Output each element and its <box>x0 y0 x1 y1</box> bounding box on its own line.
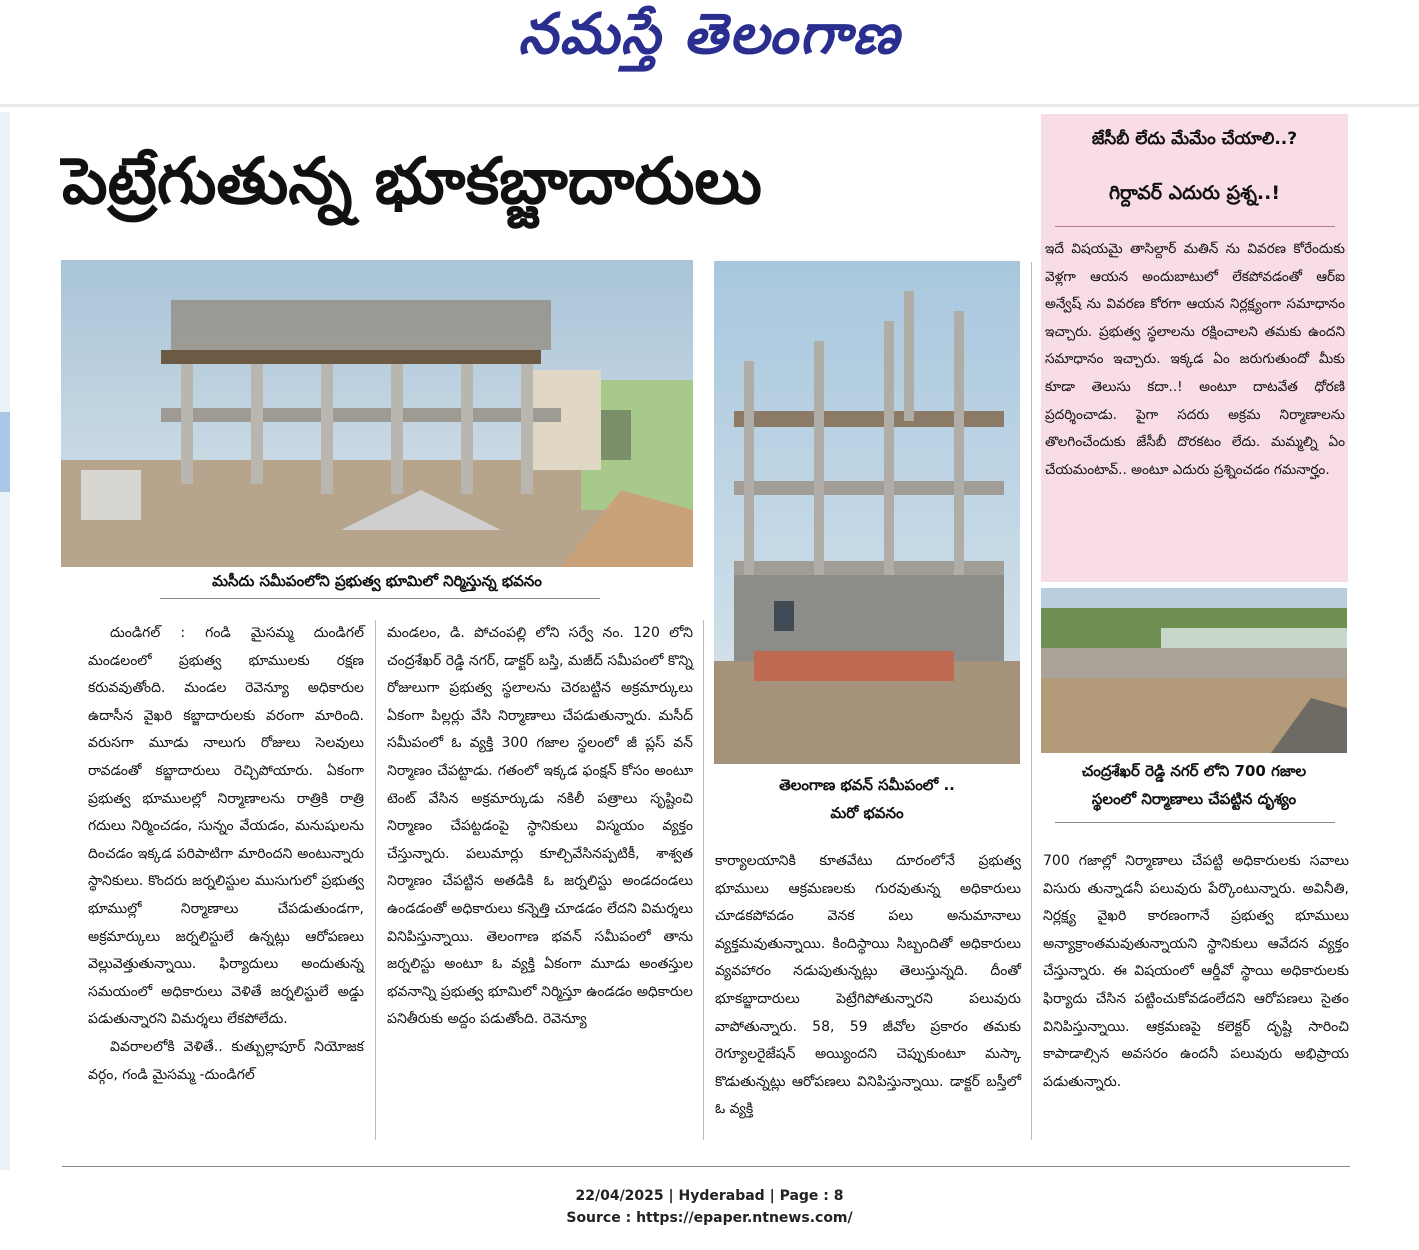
article-paragraph: మండలం, డి. పోచంపల్లి లోని సర్వే నం. 120 లోని చంద్రశేఖర్ రెడ్డి నగర్, డాక్టర్ బస్తి, మజీద్ సమీపంలో కొన్ని రోజులుగా ప్రభుత్వ స్థలాలను చెరబట్టిన అక్రమార్కులు ఏకంగా పిల్లర్లు వేసి నిర్మాణాలు చేపడుతున్నారు. మసీద్ సమీపంలో ఓ వ్యక్తి 300 గజాల స్థలంలో జీ ప్లస్ వన్ నిర్మాణం చేపట్టాడు. గతంలో ఇక్కడ ఫంక్షన్ కోసం అంటూ టెంట్ వేసిన అక్రమార్కుడు నకిలీ పత్రాలు సృష్టించి నిర్మాణం చేపట్టడంపై స్థానికులు విస్మయం వ్యక్తం చేస్తున్నారు. పలుమార్లు కూల్చివేసినప్పటికీ, శాశ్వత నిర్మాణం చేపట్టిన అతడికి ఓ జర్నలిస్టు అండదండలు ఉండడంతో అధికారులు కన్నెత్తి చూడడం లేదని విమర్శలు వినిపిస్తున్నాయి. తెలంగాణ భవన్ సమీపంలో తాను జర్నలిస్టు అంటూ ఓ వ్యక్తి ఏకంగా మూడు అంతస్తుల భవనాన్ని ప్రభుత్వ భూమిలో నిర్మిస్తూ ఉండడం అధికారుల పనితీరుకు అద్దం పడుతోంది. రెవెన్యూ <box>387 625 693 1028</box>
column-divider <box>703 620 704 1140</box>
caption-underline <box>1055 822 1335 823</box>
column-divider <box>375 620 376 1140</box>
photo-building-near-telangana-bhavan <box>714 261 1020 764</box>
photo3-caption-line2: స్థలంలో నిర్మాణాలు చేపట్టిన దృశ్యం <box>1091 790 1297 808</box>
sidebar-divider <box>1055 226 1335 227</box>
newspaper-logo: నమస్తే తెలంగాణ <box>518 1 901 67</box>
page-edge <box>0 112 10 1170</box>
sidebar-heading-1: జేసీబీ లేదు మేమేం చేయాలి..? <box>1091 129 1298 149</box>
column-divider <box>1031 262 1032 1140</box>
footer-date-line: 22/04/2025 | Hyderabad | Page : 8 <box>575 1188 844 1204</box>
sidebar-heading-2: గిర్దావర్ ఎదురు ప్రశ్న..! <box>1108 182 1281 204</box>
sidebar-body: ఇదే విషయమై తాసిల్దార్ మతిన్ ను వివరణ కోరేందుకు వెళ్లగా ఆయన అందుబాటులో లేకపోవడంతో ఆర్ఐ అన్వేష్ ను వివరణ కోరగా ఆయన నిర్లక్ష్యంగా సమాధానం ఇచ్చారు. ప్రభుత్వ స్థలాలను రక్షించాలని తమకు ఉందని సమాధానం ఇచ్చారు. ఇక్కడ ఏం జరుగుతుందో మీకు కూడా తెలుసు కదా..! అంటూ దాటవేత ధోరణి ప్రదర్శించాడు. పైగా సదరు అక్రమ నిర్మాణాలను తొలగించేందుకు జేసీబీ దొరకటం లేదు. మమ్మల్ని ఏం చేయమంటావ్.. అంటూ ఎదురు ప్రశ్నించడం గమనార్హం. <box>1045 241 1345 478</box>
masthead-divider <box>0 104 1419 107</box>
article-column-4 <box>1043 848 1349 1096</box>
headline: పెట్రేగుతున్న భూకబ్జాదారులు <box>62 145 762 219</box>
footer-divider <box>62 1166 1350 1167</box>
article-column-3 <box>715 848 1021 1124</box>
caption-underline <box>160 598 600 599</box>
photo-building-near-mosque <box>61 260 693 567</box>
article-paragraph: దుండిగల్ : గండి మైసమ్మ దుండిగల్ మండలంలో ప్రభుత్వ భూములకు రక్షణ కరువవుతోంది. మండల రెవెన్యూ అధికారుల ఉదాసీన వైఖరి కబ్జాదారులకు వరంగా మారింది. వరుసగా మూడు నాలుగు రోజులు సెలవులు రావడంతో కబ్జాదారులు రెచ్చిపోయారు. ఏకంగా ప్రభుత్వ భూములల్లో నిర్మాణాలను రాత్రికి రాత్రి గదులు నిర్మించడం, సున్నం వేయడం, మనుషులను దించడం ఇక్కడ పరిపాటిగా మారిందని అంటున్నారు స్థానికులు. కొందరు జర్నలిస్టుల ముసుగులో ప్రభుత్వ భూముల్లో నిర్మాణాలు చేపడుతుండగా, అక్రమార్కులు జర్నలిస్టులే ఉన్నట్లు ఆరోపణలు వెల్లువెత్తుతున్నాయి. ఫిర్యాదులు అందుతున్న సమయంలో అధికారులు వెళితే జర్నలిస్టులే అడ్డు పడుతున్నారని విమర్శలు లేకపోలేదు. <box>88 625 364 1028</box>
masthead <box>0 0 1419 82</box>
photo2-caption-line2: మరో భవనం <box>830 804 904 822</box>
article-column-1 <box>88 620 364 1089</box>
footer-source-line: Source : https://epaper.ntnews.com/ <box>566 1210 853 1226</box>
photo2-caption-line1: తెలంగాణ భవన్ సమీపంలో .. <box>779 776 955 794</box>
article-column-2 <box>387 620 693 1034</box>
photo1-caption: మసీదు సమీపంలోని ప్రభుత్వ భూమిలో నిర్మిస్తున్న భవనం <box>212 572 542 590</box>
article-paragraph: వివరాలలోకి వెళితే.. కుత్బుల్లాపూర్ నియోజక వర్గం, గండి మైసమ్మ -దుండిగల్ <box>88 1038 364 1083</box>
photo-700-yards-site <box>1041 588 1347 753</box>
photo3-caption-line1: చంద్రశేఖర్ రెడ్డి నగర్ లోని 700 గజాల <box>1081 762 1307 780</box>
article-paragraph: 700 గజాల్లో నిర్మాణాలు చేపట్టి అధికారులకు సవాలు విసురు తున్నాడనీ పలువురు పేర్కొంటున్నారు. అవినీతి, నిర్లక్ష్య వైఖరి కారణంగానే ప్రభుత్వ భూములు అన్యాక్రాంతమవుతున్నాయని స్థానికులు ఆవేదన వ్యక్తం చేస్తున్నారు. ఈ విషయంలో ఆర్డీవో స్థాయి అధికారులకు ఫిర్యాదు చేసిన పట్టించుకోవడంలేదని ఆరోపణలు సైతం వినిపిస్తున్నాయి. ఆక్రమణపై కలెక్టర్ దృష్టి సారించి కాపాడాల్సిన అవసరం ఉందనీ పలువురు అభిప్రాయ పడుతున్నారు. <box>1043 853 1349 1090</box>
article-paragraph: కార్యాలయానికి కూతవేటు దూరంలోనే ప్రభుత్వ భూములు ఆక్రమణలకు గురవుతున్న అధికారులు చూడకపోవడం వెనక పలు అనుమానాలు వ్యక్తమవుతున్నాయి. కిందిస్థాయి సిబ్బందితో అధికారులు వ్యవహారం నడుపుతున్నట్లు తెలుస్తున్నది. దీంతో భూకబ్జాదారులు పెట్రేగిపోతున్నారని పలువురు వాపోతున్నారు. 58, 59 జీవోల ప్రకారం తమకు రెగ్యూలరైజేషన్ అయ్యిందని చెప్పుకుంటూ మస్కా కొడుతున్నట్లు ఆరోపణలు వినిపిస్తున్నాయి. డాక్టర్ బస్తీలో ఓ వ్యక్తి <box>715 853 1021 1118</box>
